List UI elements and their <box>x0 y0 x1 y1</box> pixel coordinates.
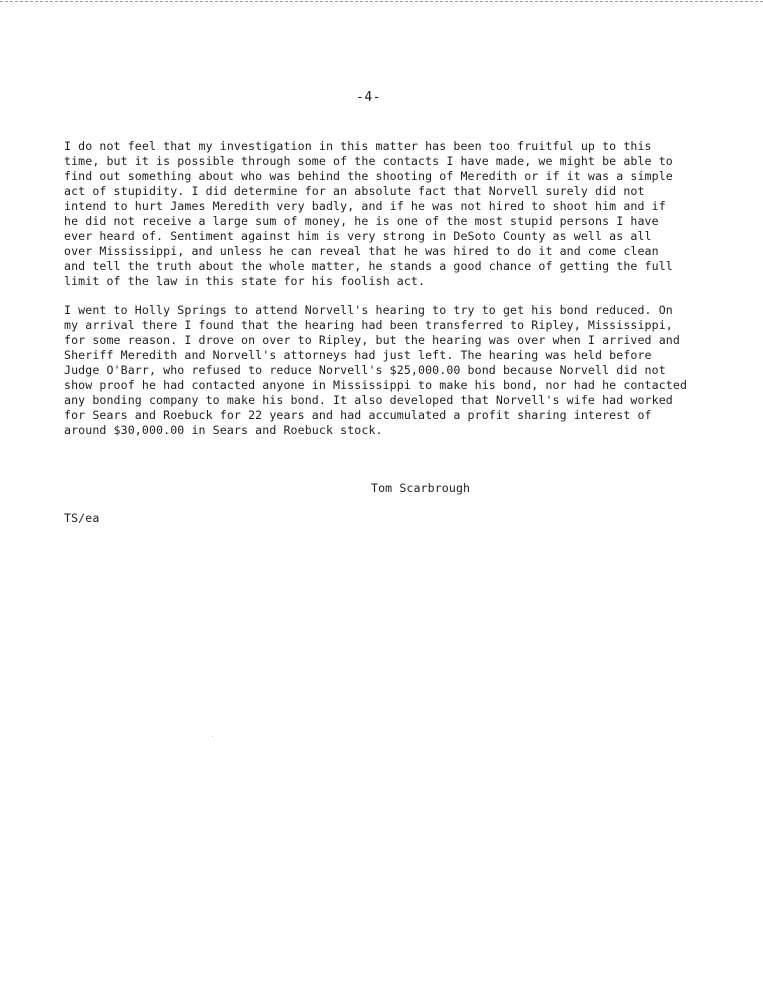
text-line: around $30,000.00 in Sears and Roebuck stock. <box>64 423 383 437</box>
text-line: ever heard of. Sentiment against him is very strong in DeSoto County as well as all <box>64 229 652 243</box>
text-line: for some reason. I drove on over to Ripley, but the hearing was over when I arrived and <box>64 333 680 347</box>
page-top-border <box>0 1 763 2</box>
text-line: I do not feel that my investigation in this matter has been too fruitful up to this <box>64 139 652 153</box>
text-line: show proof he had contacted anyone in Mississippi to make his bond, nor had he contacted <box>64 378 688 392</box>
text-line: Judge O'Barr, who refused to reduce Norvell's $25,000.00 bond because Norvell did not <box>64 363 666 377</box>
text-line: I went to Holly Springs to attend Norvell's hearing to try to get his bond reduced. On <box>64 303 673 317</box>
paragraph-investigation <box>64 139 736 289</box>
signature-name: Tom Scarbrough <box>371 481 471 495</box>
text-line: and tell the truth about the whole matter, he stands a good chance of getting the full <box>64 259 673 273</box>
text-line: any bonding company to make his bond. It also developed that Norvell's wife had worked <box>64 393 673 407</box>
text-line: act of stupidity. I did determine for an absolute fact that Norvell surely did not <box>64 184 645 198</box>
text-line: he did not receive a large sum of money, he is one of the most stupid persons I have <box>64 214 659 228</box>
typist-initials: TS/ea <box>64 511 100 525</box>
text-line: Sheriff Meredith and Norvell's attorneys had just left. The hearing was held before <box>64 348 652 362</box>
text-line: intend to hurt James Meredith very badly, and if he was not hired to shoot him and if <box>64 199 666 213</box>
paragraph-hearing <box>64 303 736 438</box>
text-line: over Mississippi, and unless he can reveal that he was hired to do it and come clean <box>64 244 659 258</box>
page-number: -4- <box>356 90 381 105</box>
scan-speck <box>212 736 213 737</box>
text-line: limit of the law in this state for his foolish act. <box>64 274 426 288</box>
text-line: my arrival there I found that the hearing had been transferred to Ripley, Mississippi, <box>64 318 673 332</box>
text-line: find out something about who was behind the shooting of Meredith or if it was a simple <box>64 169 673 183</box>
text-line: for Sears and Roebuck for 22 years and had accumulated a profit sharing interest of <box>64 408 652 422</box>
text-line: time, but it is possible through some of the contacts I have made, we might be able to <box>64 154 673 168</box>
